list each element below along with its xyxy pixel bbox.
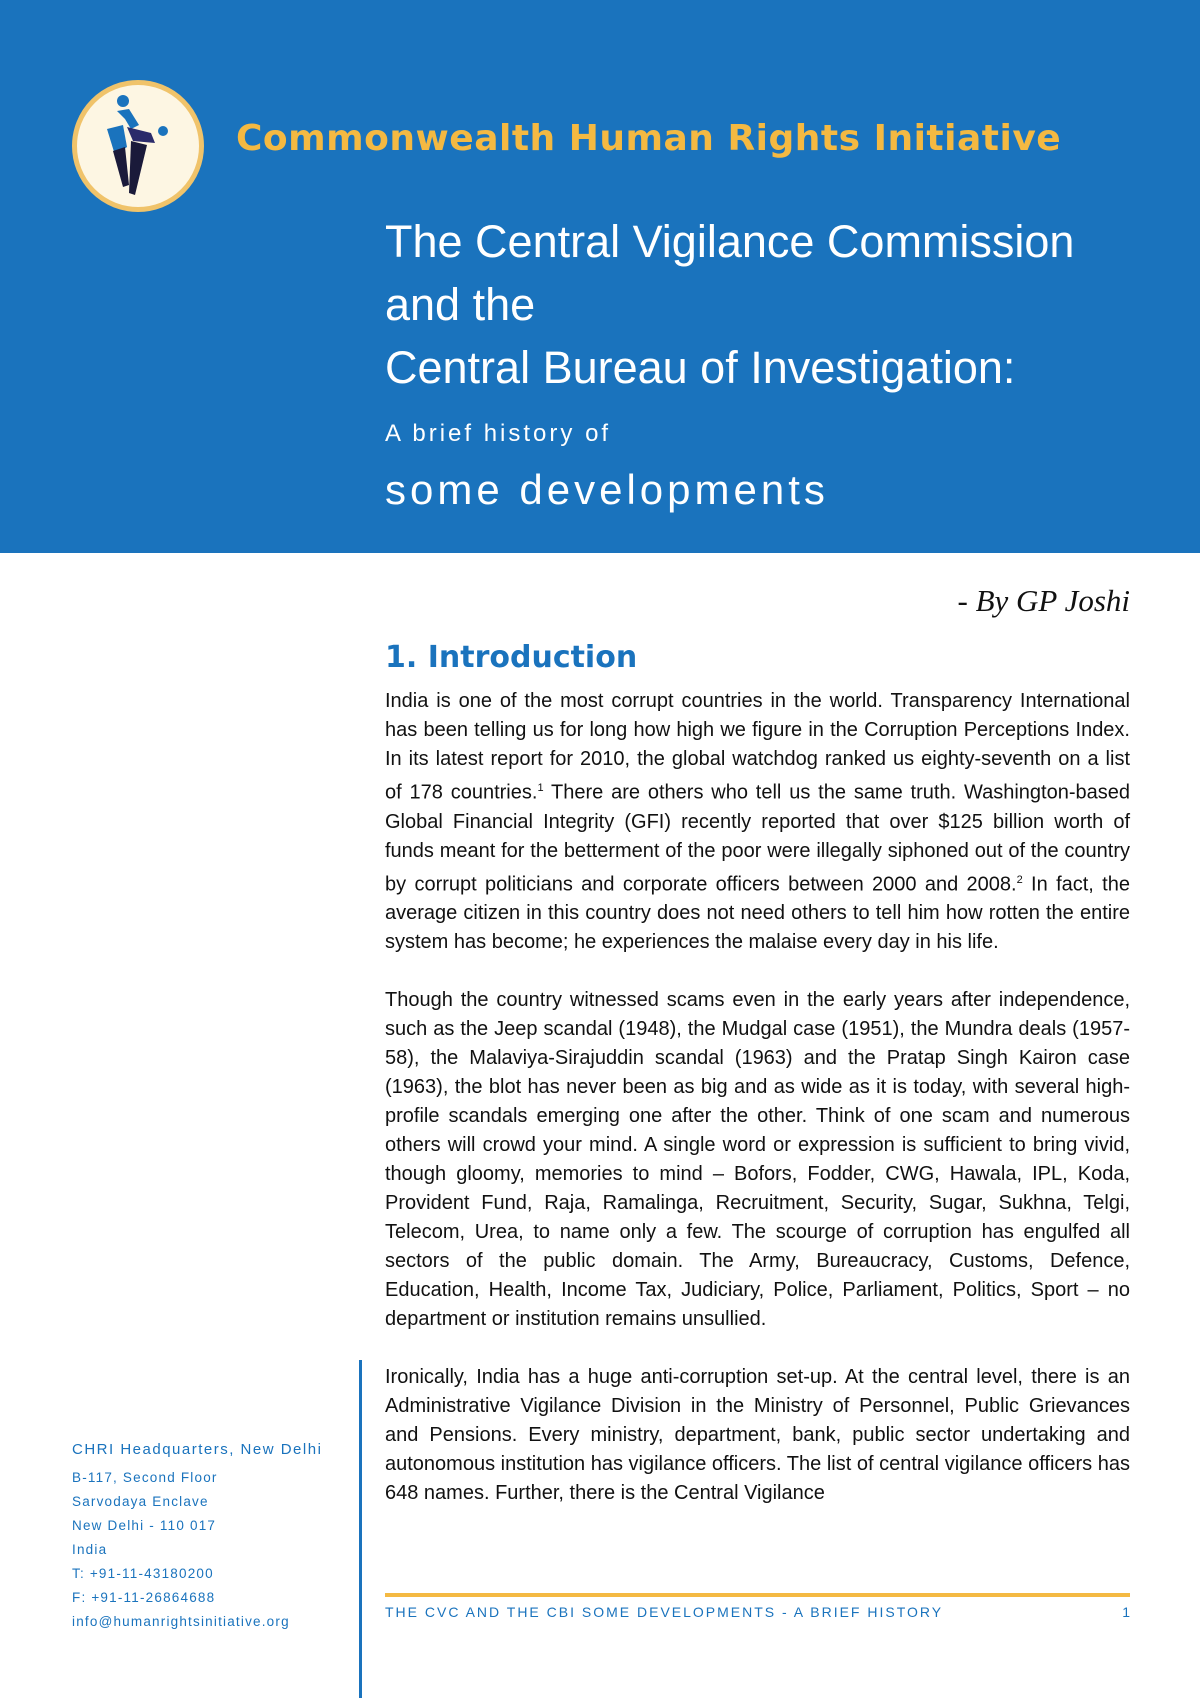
paragraph-3: Ironically, India has a huge anti-corruption set-up. At the central level, there is an Administrative Vigilance Division in the Ministry of Personnel, Public Grievances and Pensions. Every ministry, department, bank, public sector undertaking and autonomous institution has vigilance officers. The list of central vigilance officers has 648 names. Further, there is the Central Vigilance — [385, 1366, 1130, 1505]
fax-line: F: +91-11-26864688 — [72, 1590, 216, 1605]
footer-running-title: THE CVC AND THE CBI SOME DEVELOPMENTS - A BRIEF HISTORY — [385, 1604, 944, 1620]
section-heading: 1. Introduction — [385, 640, 638, 675]
title-line-3: Central Bureau of Investigation: — [385, 342, 1016, 393]
subtitle-small: A brief history of — [385, 420, 612, 447]
author-byline: - By GP Joshi — [957, 583, 1130, 618]
footnote-ref-2[interactable]: 2 — [1016, 873, 1023, 886]
address-line: B-117, Second Floor — [72, 1470, 218, 1485]
document-title-block — [385, 210, 1165, 515]
email-link[interactable]: info@humanrightsinitiative.org — [72, 1614, 290, 1629]
header-banner — [0, 0, 1200, 553]
footnote-ref-1[interactable]: 1 — [537, 782, 544, 794]
title-line-1: The Central Vigilance Commission — [385, 216, 1075, 267]
contact-address — [72, 1440, 352, 1634]
paragraph-1 — [385, 687, 1130, 957]
human-rights-logo-icon — [77, 85, 199, 207]
main-content — [385, 635, 1130, 1537]
paragraph-2: Though the country witnessed scams even in the early years after independence, such as the Jeep scandal (1948), the Mudgal case (1951), the Mundra deals (1957-58), the Malaviya-Sirajuddin scandal (1963) and the Pratap Singh Kairon case (1963), the blot has never been as big and as wide as it is today, with several high-profile scandals emerging one after the other. Think of one scam and numerous others will crowd your mind. A single word or expression is sufficient to bring vivid, though gloomy, memories to mind – Bofors, Fodder, CWG, Hawala, IPL, Koda, Provident Fund, Raja, Ramalinga, Recruitment, Security, Sugar, Sukhna, Telgi, Telecom, Urea, to name only a few. The scourge of corruption has engulfed all sectors of the public domain. The Army, Bureaucracy, Customs, Defence, Education, Health, Income Tax, Judiciary, Police, Parliament, Politics, Sport – no department or institution remains unsullied. — [385, 989, 1130, 1331]
address-heading: CHRI Headquarters, New Delhi — [72, 1441, 323, 1458]
sidebar-divider — [359, 1360, 362, 1698]
subtitle-large: some developments — [385, 466, 829, 513]
address-line: New Delhi - 110 017 — [72, 1518, 217, 1533]
paragraph-1-text-c: In fact, the average citizen in this country does not need others to tell him how rotten the entire system has become; he experiences the malaise every day in his life. — [385, 873, 1130, 954]
paragraph-1-text-b: There are others who tell us the same truth. Washington-based Global Financial Integrity (GFI) recently reported that over $125 billion worth of funds meant for the betterment of the poor were illegally siphoned out of the country by corrupt politicians and corporate officers between 2000 and 2008. — [385, 781, 1130, 896]
footer-rule — [385, 1593, 1130, 1597]
address-line: Sarvodaya Enclave — [72, 1494, 209, 1509]
chri-logo — [72, 80, 204, 212]
title-line-2: and the — [385, 279, 536, 330]
page-number: 1 — [1122, 1604, 1130, 1620]
organization-name: Commonwealth Human Rights Initiative — [236, 118, 1062, 159]
paragraph-1-text-a: India is one of the most corrupt countries in the world. Transparency International has been telling us for long how high we figure in the Corruption Perceptions Index. In its latest report for 2010, the global watchdog ranked us eighty-seventh on a list of 178 countries. — [385, 690, 1130, 804]
phone-line: T: +91-11-43180200 — [72, 1566, 214, 1581]
address-line: India — [72, 1542, 108, 1557]
